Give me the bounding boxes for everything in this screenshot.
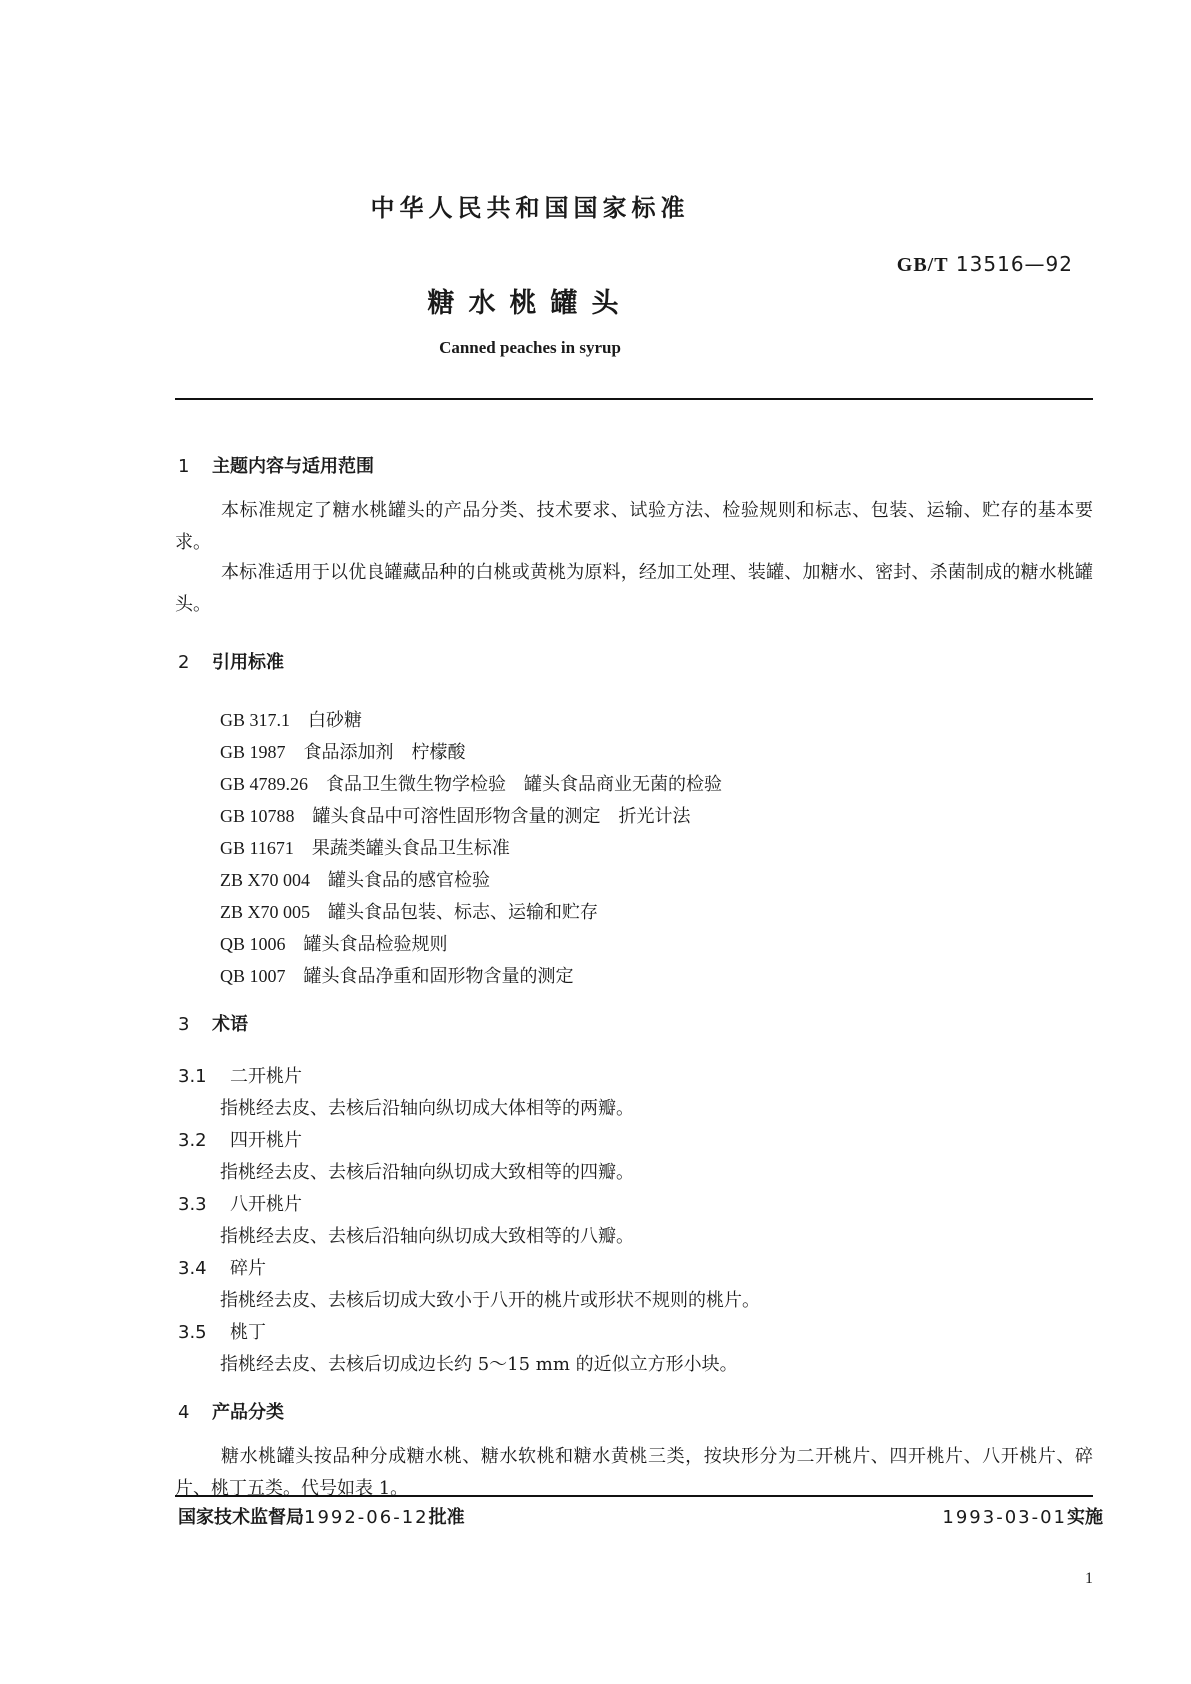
footer-divider — [175, 1495, 1093, 1497]
section-4-number: 4 — [178, 1402, 190, 1423]
reference-code: GB 317.1 — [220, 710, 291, 730]
section-2-heading — [178, 648, 284, 674]
reference-item — [220, 704, 722, 736]
term-3-5-definition: 指桃经去皮、去核后切成边长约 5～15 mm 的近似立方形小块。 — [220, 1354, 738, 1375]
term-name: 八开桃片 — [230, 1194, 302, 1215]
section-1-number: 1 — [178, 456, 190, 477]
term-name: 碎片 — [230, 1258, 266, 1279]
reference-item — [220, 928, 722, 960]
reference-code: QB 1006 — [220, 934, 286, 954]
reference-item — [220, 864, 722, 896]
reference-item — [220, 736, 722, 768]
reference-item — [220, 832, 722, 864]
standard-code — [897, 252, 1073, 277]
standard-code-number: 13516—92 — [955, 252, 1073, 276]
effective-date: 1993-03-01 — [942, 1507, 1067, 1528]
term-3-1 — [178, 1062, 302, 1088]
section-1-heading — [178, 452, 374, 478]
term-3-2-definition: 指桃经去皮、去核后沿轴向纵切成大致相等的四瓣。 — [220, 1162, 634, 1183]
reference-item — [220, 768, 722, 800]
term-name: 桃丁 — [230, 1322, 266, 1343]
reference-title: 果蔬类罐头食品卫生标准 — [311, 838, 510, 859]
term-name: 四开桃片 — [230, 1130, 302, 1151]
approval-line — [178, 1503, 465, 1529]
effective-line — [942, 1503, 1103, 1529]
reference-code: GB 11671 — [220, 838, 294, 858]
term-3-1-definition: 指桃经去皮、去核后沿轴向纵切成大体相等的两瓣。 — [220, 1098, 634, 1119]
section-3-title: 术语 — [212, 1014, 248, 1035]
section-3-number: 3 — [178, 1014, 190, 1035]
reference-code: GB 1987 — [220, 742, 286, 762]
page-number: 1 — [1085, 1570, 1093, 1587]
term-number: 3.5 — [178, 1322, 207, 1343]
reference-title: 食品添加剂 柠檬酸 — [303, 742, 466, 763]
section-1-title: 主题内容与适用范围 — [212, 456, 374, 477]
term-3-5 — [178, 1318, 266, 1344]
reference-code: ZB X70 005 — [220, 902, 310, 922]
section-2-number: 2 — [178, 652, 190, 673]
section-4-heading — [178, 1398, 284, 1424]
reference-title: 罐头食品中可溶性固形物含量的测定 折光计法 — [312, 806, 691, 827]
standard-type-heading: 中华人民共和国国家标准 — [370, 194, 690, 222]
term-number: 3.2 — [178, 1130, 207, 1151]
term-3-4 — [178, 1254, 266, 1280]
reference-item — [220, 960, 722, 992]
term-number: 3.4 — [178, 1258, 207, 1279]
reference-title: 罐头食品的感官检验 — [328, 870, 490, 891]
term-number: 3.3 — [178, 1194, 207, 1215]
approval-date: 1992-06-12 — [304, 1507, 429, 1528]
reference-item — [220, 800, 722, 832]
effective-label: 实施 — [1067, 1507, 1103, 1528]
section-2-title: 引用标准 — [212, 652, 284, 673]
section-1-paragraph-1: 本标准规定了糖水桃罐头的产品分类、技术要求、试验方法、检验规则和标志、包装、运输、贮存的基本要求。 — [175, 500, 1093, 553]
reference-code: GB 4789.26 — [220, 774, 309, 794]
document-title-en: Canned peaches in syrup — [439, 338, 621, 357]
reference-code: ZB X70 004 — [220, 870, 310, 890]
section-4-title: 产品分类 — [212, 1402, 284, 1423]
approval-label: 批准 — [428, 1507, 465, 1528]
term-name: 二开桃片 — [230, 1066, 302, 1087]
reference-title: 食品卫生微生物学检验 罐头食品商业无菌的检验 — [326, 774, 723, 795]
term-3-4-definition: 指桃经去皮、去核后切成大致小于八开的桃片或形状不规则的桃片。 — [220, 1290, 760, 1311]
section-3-heading — [178, 1010, 248, 1036]
document-title-cn: 糖水桃罐头 — [427, 288, 633, 319]
standard-code-prefix: GB/T — [896, 254, 949, 276]
reference-code: GB 10788 — [220, 806, 295, 826]
issuer: 国家技术监督局 — [178, 1507, 304, 1528]
header-divider — [175, 398, 1093, 400]
term-number: 3.1 — [178, 1066, 207, 1087]
reference-title: 罐头食品包装、标志、运输和贮存 — [328, 902, 598, 923]
reference-item — [220, 896, 722, 928]
reference-code: QB 1007 — [220, 966, 286, 986]
reference-title: 罐头食品检验规则 — [303, 934, 448, 955]
term-3-2 — [178, 1126, 302, 1152]
normative-references-list — [220, 704, 722, 992]
term-3-3 — [178, 1190, 302, 1216]
term-3-3-definition: 指桃经去皮、去核后沿轴向纵切成大致相等的八瓣。 — [220, 1226, 634, 1247]
reference-title: 白砂糖 — [308, 710, 363, 731]
section-4-paragraph-1: 糖水桃罐头按品种分成糖水桃、糖水软桃和糖水黄桃三类，按块形分为二开桃片、四开桃片、八开桃片、碎片、桃丁五类。代号如表 1。 — [175, 1446, 1093, 1499]
section-1-paragraph-2: 本标准适用于以优良罐藏品种的白桃或黄桃为原料，经加工处理、装罐、加糖水、密封、杀菌制成的糖水桃罐头。 — [175, 562, 1093, 615]
reference-title: 罐头食品净重和固形物含量的测定 — [303, 966, 574, 987]
